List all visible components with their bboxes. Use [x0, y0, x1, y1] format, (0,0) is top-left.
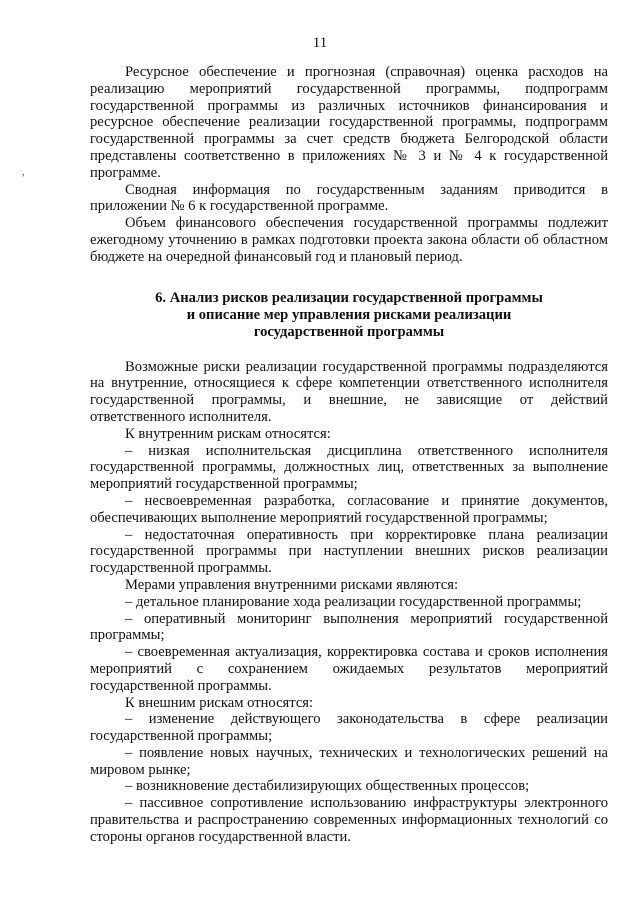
- list-item: – детальное планирование хода реализации государственной программы;: [125, 593, 582, 610]
- list-item: – своевременная актуализация, корректировка состава и сроков исполнения мероприятий с сохранением ожидаемых результатов мероприятий государственной программы.: [90, 644, 608, 694]
- list-item: – недостаточная оперативность при корректировке плана реализации государственной программы при наступлении внешних рисков реализации государственной программы.: [90, 526, 608, 577]
- section-heading-line: 6. Анализ рисков реализации государственной программы: [155, 289, 543, 306]
- list-item: – пассивное сопротивление использованию инфраструктуры электронного правительства и распространению современных информационных технологий со стороны органов государственной власти.: [90, 795, 608, 845]
- list-item: – несвоевременная разработка, согласование и принятие документов, обеспечивающих выполнение мероприятий государственной программы;: [90, 492, 608, 526]
- section-heading-line: и описание мер управления рисками реализации: [186, 306, 512, 323]
- list-item: – оперативный мониторинг выполнения мероприятий государственной программы;: [90, 610, 608, 644]
- list-item: – изменение действующего законодательства в сфере реализации государственной программы;: [90, 711, 608, 745]
- paragraph-external-risks-title: К внешним рискам относятся:: [125, 694, 314, 711]
- list-item: – появление новых научных, технических и технологических решений на мировом рынке;: [90, 744, 608, 778]
- page-number: 11: [312, 35, 328, 51]
- paragraph-internal-risks-title: К внутренним рискам относятся:: [125, 425, 331, 442]
- section-heading-line: государственной программы: [253, 323, 445, 340]
- section-heading: [90, 290, 608, 341]
- paragraph-resource-provision: Ресурсное обеспечение и прогнозная (справочная) оценка расходов на реализацию мероприятий государственной программы, подпрограмм государственной программы из различных источников финансирования и ресурсное обеспечение реализации государственной программы, подпрограмм государственной программы за счет средств бюджета Белгородской области представлены соответственно в приложениях № 3 и № 4 к государственной программе.: [90, 64, 608, 181]
- paragraph-internal-measures-title: Мерами управления внутренними рисками являются:: [125, 576, 459, 593]
- paragraph-state-tasks: Сводная информация по государственным заданиям приводится в приложении № 6 к государственной программе.: [90, 181, 608, 215]
- list-item: – возникновение дестабилизирующих общественных процессов;: [125, 778, 530, 795]
- paragraph-financing-volume: Объем финансового обеспечения государственной программы подлежит ежегодному уточнению в рамках подготовки проекта закона области об областном бюджете на очередной финансовый год и плановый период.: [90, 215, 608, 265]
- margin-mark: ,: [22, 166, 25, 178]
- document-body: [90, 64, 608, 846]
- list-item: – низкая исполнительская дисциплина ответственного исполнителя государственной программы, должностных лиц, ответственных за выполнение мероприятий государственной программы;: [90, 442, 608, 493]
- paragraph-risks-intro: Возможные риски реализации государственной программы подразделяются на внутренние, относящиеся к сфере компетенции ответственного исполнителя государственной программы, и внешние, не зависящие от действий ответственного исполнителя.: [90, 358, 608, 425]
